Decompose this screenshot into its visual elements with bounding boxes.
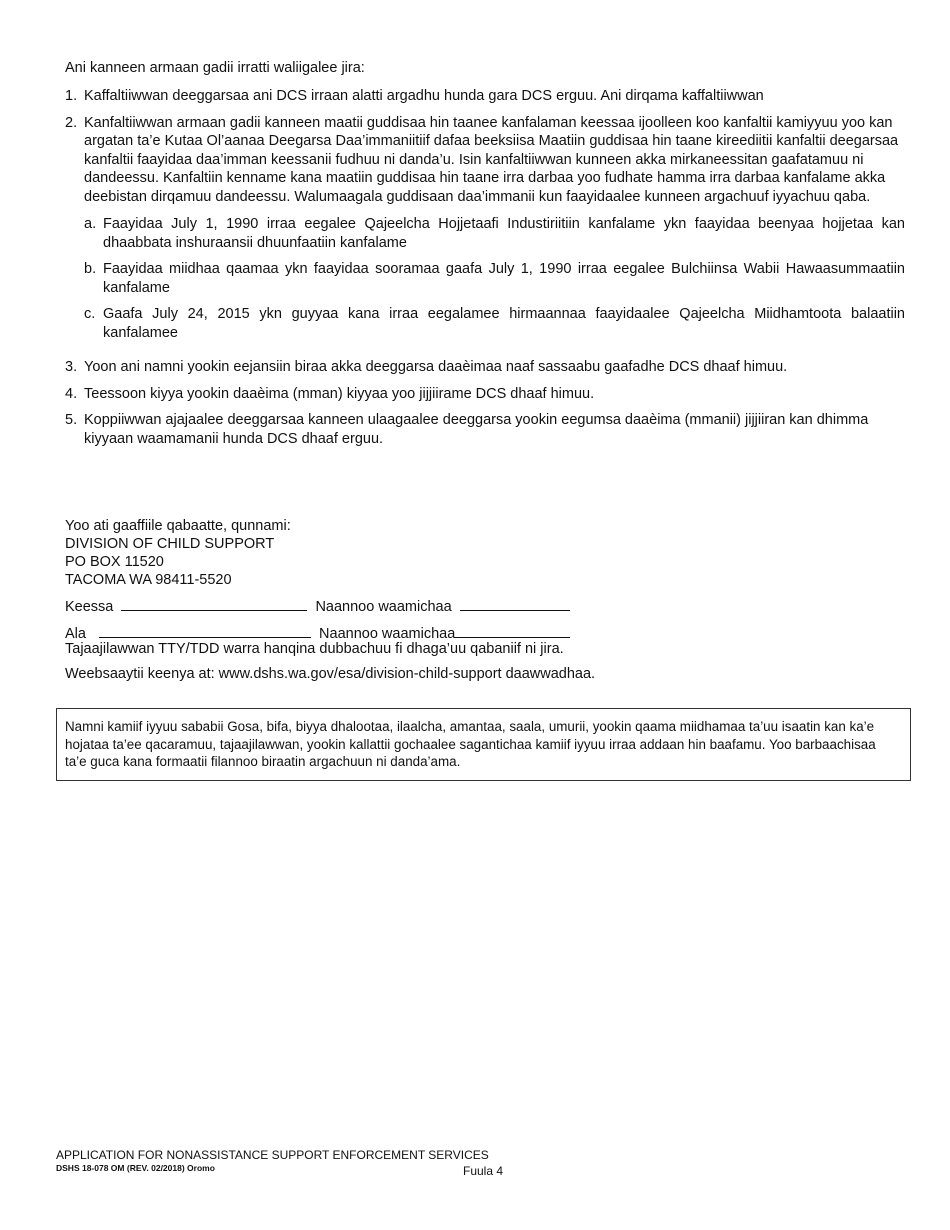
sub-list	[84, 215, 905, 342]
contact-address	[65, 517, 291, 589]
sub-item	[84, 215, 905, 252]
item-number: 3.	[65, 359, 78, 375]
phone-label-2: Naannoo waamichaa	[319, 626, 456, 642]
other-blank-line	[99, 624, 311, 638]
item-number: 4.	[65, 385, 78, 402]
sub-letter: a.	[84, 216, 97, 232]
item-text: Teessoon kiyya yookin daaèima (mman) kiyyaa yoo jijjiirame DCS dhaaf himuu.	[84, 385, 595, 402]
address-box: PO BOX 11520	[65, 554, 164, 570]
item-text: Kanfaltiiwwan armaan gadii kanneen maatii guddisaa hin taanee kanfalaman keessaa ijoolleen koo kanfaltii kamiyyuu yoo kan argatan ta’e Kutaa Ol’aanaa Deegarsa Daa’immaniitiif dafaa beeksiisa Maatiin guddisaa hin taane kireediitii kanfaltii deegarsaa kanfaltii faayidaa daa’imman keessanii fudhuu ni danda’u. Isin kanfaltiiwwan kunneen akka mirkaneessitan gaafatamuu ni dandeessu. Kanfaltiin kenname kana maatiin guddisaa hin taane irra darbaa yoo fudhate hamma irra darbaa kanfalame akka deebistan dirqamuu dandeessu. Walumaagala guddisaan daa’immanii kun faayidaalee kunneen argachuuf iyyachuu qaba.	[84, 114, 899, 205]
list-item	[65, 385, 905, 404]
sub-text: Faayidaa July 1, 1990 irraa eegalee Qajeelcha Hojjetaafi Industiriitiin kanfalame ykn faayidaa beenyaa hojjetaa kan dhaabbata inshuraansii dhuunfaatiin kanfalame	[103, 216, 905, 251]
address-city: TACOMA WA 98411-5520	[65, 572, 232, 588]
item-text: Kaffaltiiwwan deeggarsaa ani DCS irraan alatti argadhu hunda gara DCS erguu. Ani dirqama kaffaltiiwwan	[84, 88, 764, 104]
local-label: Keessa	[65, 599, 114, 615]
phone-blank-line-2	[455, 624, 570, 638]
item-text: Koppiiwwan ajajaalee deeggarsaa kanneen ulaagaalee deeggarsa yookin eegumsa daaèima (mmanii) jijjiiran kan dhimma kiyyaan waamamanii hunda DCS dhaaf erguu.	[84, 412, 869, 447]
list-item	[65, 358, 905, 377]
item-number: 2.	[65, 114, 78, 131]
tty-notice: Tajaajilawwan TTY/TDD warra hanqina dubbachuu fi dhaga’uu qabaniif ni jira.	[65, 641, 564, 657]
sub-letter: c.	[84, 306, 96, 322]
local-phone-row	[65, 597, 570, 615]
address-org: DIVISION OF CHILD SUPPORT	[65, 536, 275, 552]
address-lead: Yoo ati gaaffiile qabaatte, qunnami:	[65, 518, 291, 534]
nondiscrimination-notice: Namni kamiif iyyuu sababii Gosa, bifa, biyya dhalootaa, ilaalcha, amantaa, saala, umurii, yookin qaama miidhamaa ta’uu isaatin kan ka’e hojataa ta’ee qacaramuu, tajaajilawwan, yookin kallattii gochaalee sagantichaa kamiif iyyuu irraa addaan hin baafamu. Yoo barbaachisaa ta’e guca kana formaatii filannoo biraatin argachuun ni danda’ama.	[56, 708, 911, 781]
list-item	[65, 114, 905, 351]
item-number: 1.	[65, 88, 78, 104]
other-phone-row	[65, 624, 570, 642]
item-text: Yoon ani namni yookin eejansiin biraa akka deeggarsa daaèimaa naaf sassaabu gaafadhe DCS dhaaf himuu.	[84, 359, 788, 375]
website-text: Weebsaaytii keenya at: www.dshs.wa.gov/esa/division-child-support daawwadhaa.	[65, 666, 596, 682]
phone-blank-line	[460, 597, 570, 611]
sub-item	[84, 260, 905, 297]
sub-letter: b.	[84, 261, 97, 277]
footer-title: APPLICATION FOR NONASSISTANCE SUPPORT ENFORCEMENT SERVICES	[56, 1148, 489, 1162]
local-blank-line	[121, 597, 307, 611]
other-label: Ala	[65, 626, 86, 642]
page-number: Fuula 4	[463, 1164, 504, 1178]
sub-item	[84, 305, 905, 342]
sub-text: Faayidaa miidhaa qaamaa ykn faayidaa sooramaa gaafa July 1, 1990 irraa eegalee Bulchiinsa Wabii Hawaasummaatiin kanfalame	[103, 261, 905, 296]
phone-label: Naannoo waamichaa	[315, 599, 452, 615]
list-item	[65, 87, 905, 106]
item-number: 5.	[65, 412, 78, 428]
list-item	[65, 411, 905, 448]
intro-text: Ani kanneen armaan gadii irratti waliigalee jira:	[65, 60, 365, 76]
agreement-list	[65, 87, 905, 456]
sub-text: Gaafa July 24, 2015 ykn guyyaa kana irraa eegalamee hirmaannaa faayidaalee Qajeelcha Miidhamtoota balaatiin kanfalamee	[103, 306, 905, 341]
footer-form-number: DSHS 18-078 OM (REV. 02/2018) Oromo	[56, 1163, 215, 1173]
